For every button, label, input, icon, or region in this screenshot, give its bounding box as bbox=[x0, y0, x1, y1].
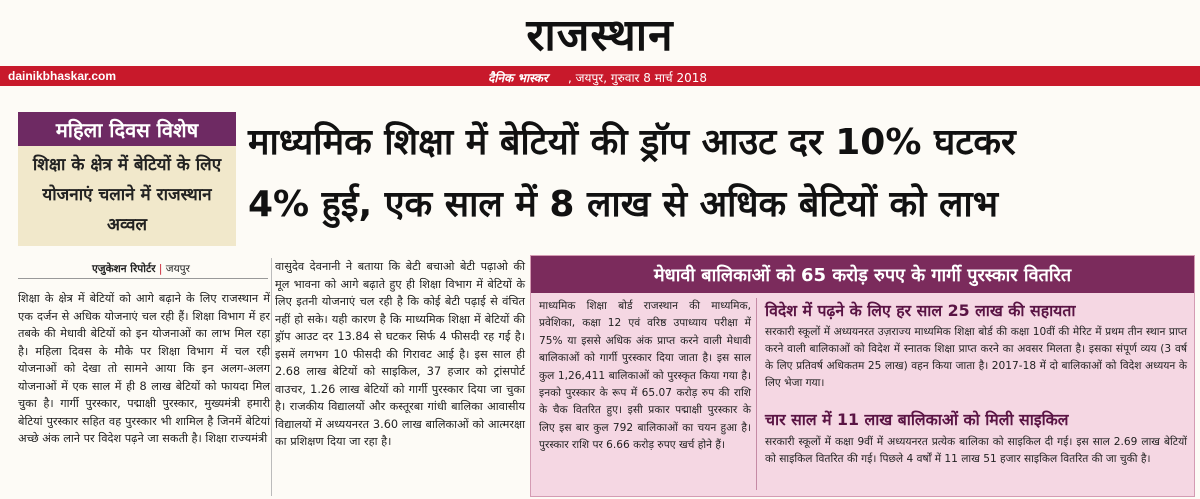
masthead bbox=[0, 0, 1200, 66]
column-divider bbox=[271, 258, 272, 496]
headline-line-1: माध्यमिक शिक्षा में बेटियों की ड्रॉप आउट दर 10% घटकर bbox=[248, 122, 1016, 163]
byline-reporter: एजुकेशन रिपोर्टर bbox=[92, 263, 156, 275]
byline-city: जयपुर bbox=[165, 263, 190, 275]
sidebar-box bbox=[530, 255, 1195, 497]
bicycle-scheme-title: चार साल में 11 लाख बालिकाओं को मिली साइकिल bbox=[765, 410, 1069, 429]
foreign-study-text: सरकारी स्कूलों में अध्ययनरत उज़राज्य माध्यमिक शिक्षा बोर्ड की कक्षा 10वीं की मेरिट में प्रथम तीन स्थान प्राप्त करने वाली बालिकाओं को विदेश में स्नातक शिक्षा प्राप्त करने का अवसर मिलता है। इसका संपूर्ण व्यय (3 वर्ष के लिए प्रतिवर्ष अधिकतम 25 लाख) वहन किया जाता है। 2017-18 में दो बालिकाओं को विदेश अध्ययन के लिए भेजा गया। bbox=[765, 326, 1187, 389]
special-feature-box bbox=[18, 112, 236, 246]
edition-date: , जयपुर, गुरुवार 8 मार्च 2018 bbox=[568, 71, 707, 85]
foreign-study-title: विदेश में पढ़ने के लिए हर साल 25 लाख की सहायता bbox=[765, 301, 1076, 320]
bicycle-scheme-text: सरकारी स्कूलों में कक्षा 9वीं में अध्ययनरत प्रत्येक बालिका को साइकिल दी गई। इस साल 2.69 लाख बेटियों को साइकिल वितरित की गई। पिछले 4 वर्षों में 11 लाख 51 हजार साइकिल वितरित की जा चुकी है। bbox=[765, 436, 1187, 465]
sidebar-box-header: मेधावी बालिकाओं को 65 करोड़ रुपए के गार्गी पुरस्कार वितरित bbox=[531, 256, 1194, 293]
special-label: महिला दिवस विशेष bbox=[18, 112, 236, 146]
byline-separator: | bbox=[155, 263, 166, 275]
publication-bar bbox=[0, 66, 1200, 86]
special-subtitle: शिक्षा के क्षेत्र में बेटियों के लिए योजनाएं चलाने में राजस्थान अव्वल bbox=[32, 155, 222, 235]
headline bbox=[248, 112, 1193, 236]
byline-divider bbox=[18, 278, 268, 279]
site-url: dainikbhaskar.com bbox=[8, 69, 117, 83]
newspaper-name: दैनिक भास्कर bbox=[488, 71, 548, 85]
gargi-award-text: माध्यमिक शिक्षा बोर्ड राजस्थान की माध्यमिक, प्रवेशिका, कक्षा 12 एवं वरिष्ठ उपाध्याय परीक्षा में 75% या इससे अधिक अंक प्राप्त करने वाली मेधावी बालिकाओं को गार्गी पुरस्कार दिया जाता है। इस साल कुल 1,26,411 बालिकाओं को पुरस्कृत किया गया है। इनको पुरस्कार के रूप में 65.07 करोड़ रुप की राशि के चैक वितरित हुए। इसी प्रकार पद्माक्षी पुरस्कार के लिए इस बार कुल 792 बालिकाओं का चयन हुआ है। पुरस्कार राशि पर 6.66 करोड़ रुपए खर्च होने हैं। bbox=[539, 300, 751, 452]
headline-line-2: 4% हुई, एक साल में 8 लाख से अधिक बेटियों को लाभ bbox=[248, 184, 999, 225]
byline bbox=[92, 262, 190, 276]
sidebar-box-divider bbox=[756, 298, 757, 490]
article-column-2: वासुदेव देवनानी ने बताया कि बेटी बचाओ बेटी पढ़ाओ की मूल भावना को आगे बढ़ाते हुए ही शिक्षा विभाग में बेटियों के लिए इतनी योजनाएं चल रही है कि कोई बेटी पढ़ाई से वंचित नहीं हो सके। यही कारण है कि माध्यमिक शिक्षा में बेटियों की ड्रॉप आउट दर 13.84 से घटकर सिर्फ 4 फीसदी रह गई है। इसमें लगभग 10 फीसदी की गिरावट आई है। इस साल ही 2.68 लाख बेटियों को साइकिल, 37 हजार को ट्रांसपोर्ट वाउचर, 1.26 लाख बेटियों को गार्गी पुरस्कार दिया जा चुका है। राजकीय विद्यालयों और कस्तूरबा गांधी बालिका आवासीय विद्यालयों में अध्ययनरत 3.60 लाख बालिकाओं को आत्मरक्षा का प्रशिक्षण दिया जा रहा है। bbox=[275, 260, 525, 448]
masthead-title: राजस्थान bbox=[526, 10, 674, 61]
article-column-1: शिक्षा के क्षेत्र में बेटियों को आगे बढ़ाने के लिए राजस्थान में एक दर्जन से अधिक योजनाएं चल रही हैं। शिक्षा विभाग में हर तबके की मेधावी बेटियों को इन योजनाओं का लाभ मिल रहा है। महिला दिवस के मौके पर शिक्षा विभाग में चल रही योजनाओं को देखा तो सामने आया कि इन अलग-अलग योजनाओं में एक साल में ही 8 लाख बेटियों को फायदा मिल चुका है। गार्गी पुरस्कार, पद्माक्षी पुरस्कार, मुख्यमंत्री हमारी बेटियां पुरस्कार सहित वह पुरस्कार भी शामिल है जिनमें बेटियां अच्छे अंक लाने पर विदेश पढ़ने जा सकती है। शिक्षा राज्यमंत्री bbox=[18, 292, 270, 445]
